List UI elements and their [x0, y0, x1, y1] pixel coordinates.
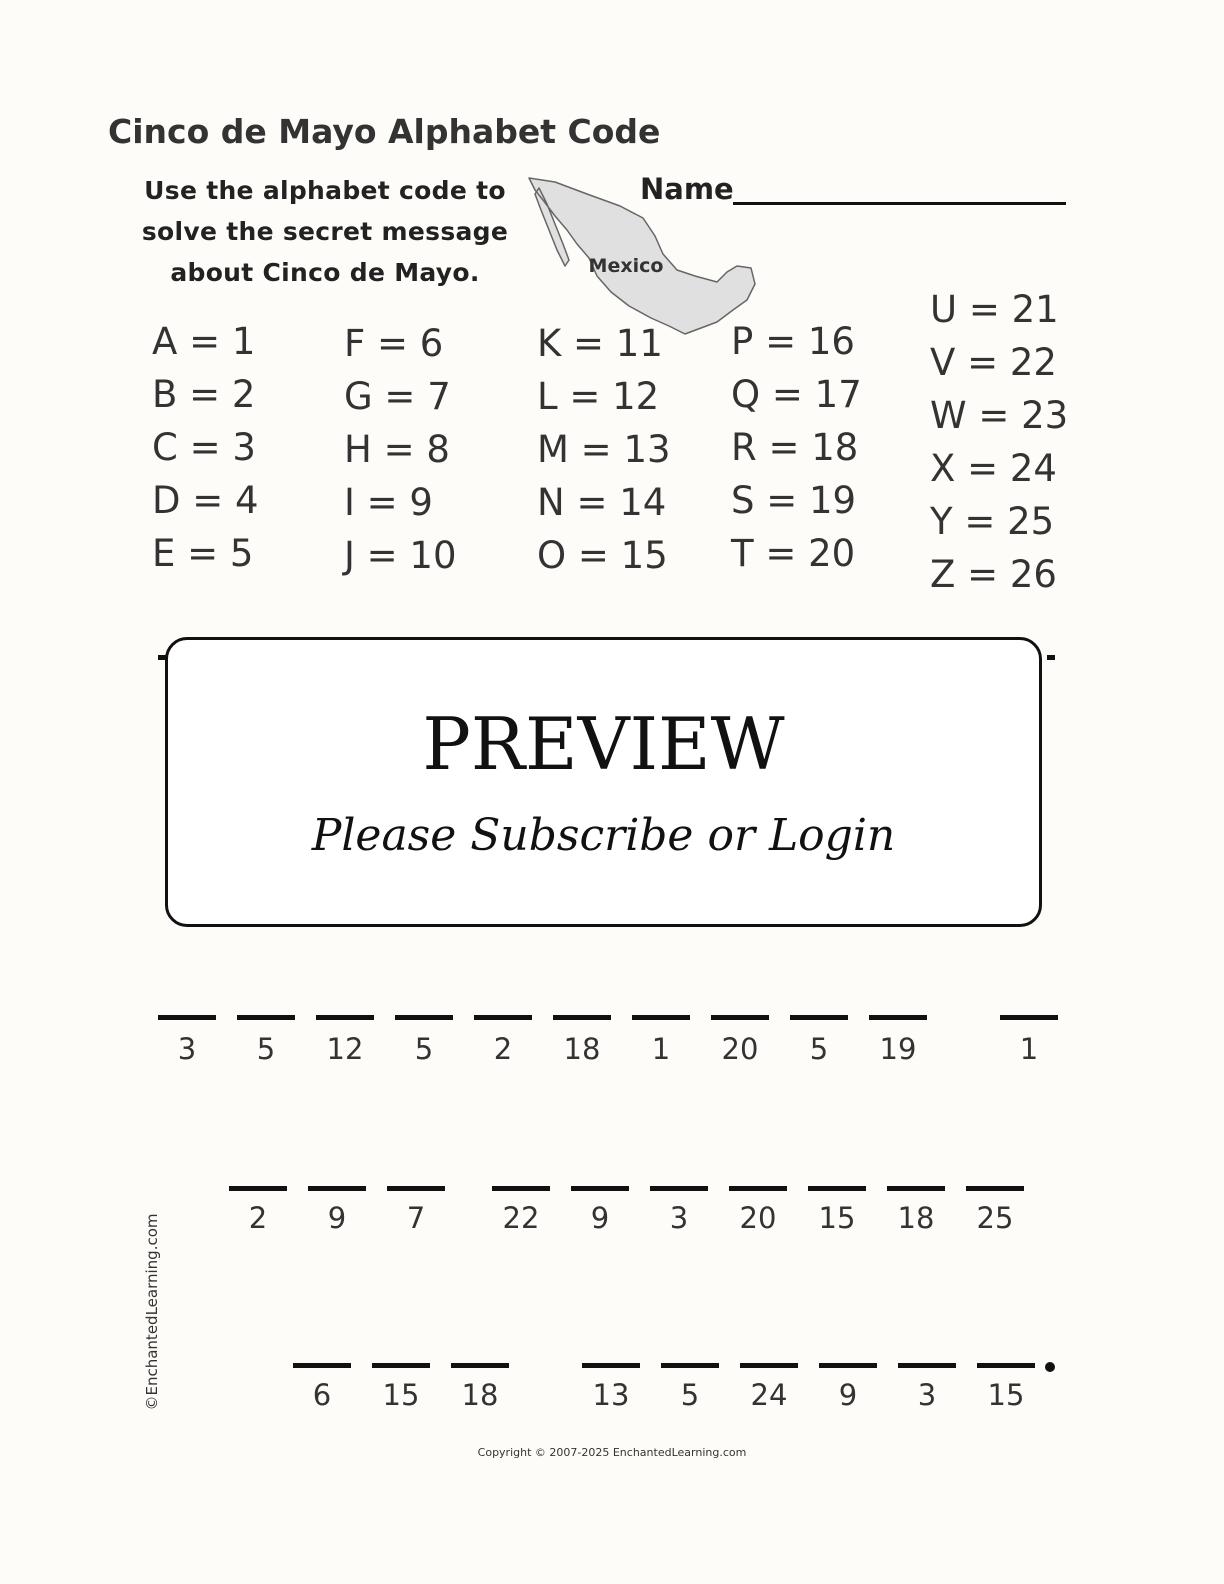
- code-number: 20: [739, 1201, 777, 1235]
- code-number: 3: [177, 1032, 197, 1066]
- answer-blank[interactable]: [790, 1015, 848, 1020]
- code-number: 5: [256, 1032, 276, 1066]
- code-entry: Q = 17: [731, 373, 862, 416]
- answer-blank[interactable]: [372, 1363, 430, 1368]
- code-number: 5: [809, 1032, 829, 1066]
- code-number: 1: [651, 1032, 671, 1066]
- code-number: 2: [493, 1032, 513, 1066]
- answer-blank[interactable]: [898, 1363, 956, 1368]
- code-entry: I = 9: [344, 481, 433, 524]
- code-number: 5: [680, 1378, 700, 1412]
- code-entry: T = 20: [731, 532, 856, 575]
- answer-blank[interactable]: [1000, 1015, 1058, 1020]
- code-entry: P = 16: [731, 320, 855, 363]
- code-entry: F = 6: [344, 322, 444, 365]
- answer-blank[interactable]: [661, 1363, 719, 1368]
- code-number: 13: [592, 1378, 630, 1412]
- code-number: 24: [750, 1378, 788, 1412]
- code-number: 18: [563, 1032, 601, 1066]
- instructions: Use the alphabet code to solve the secret message about Cinco de Mayo.: [141, 176, 509, 287]
- code-number: 5: [414, 1032, 434, 1066]
- code-entry: W = 23: [930, 394, 1069, 437]
- page-title: Cinco de Mayo Alphabet Code: [108, 112, 661, 151]
- code-entry: G = 7: [344, 375, 451, 418]
- code-entry: N = 14: [537, 481, 667, 524]
- code-entry: X = 24: [930, 447, 1057, 490]
- code-number: 2: [248, 1201, 268, 1235]
- preview-overlay[interactable]: [165, 637, 1042, 927]
- name-label: Name: [640, 172, 734, 206]
- code-entry: K = 11: [537, 322, 663, 365]
- code-entry: Y = 25: [930, 500, 1055, 543]
- subscribe-login-link[interactable]: Please Subscribe or Login: [311, 810, 896, 861]
- code-number: 6: [312, 1378, 332, 1412]
- answer-blank[interactable]: [229, 1186, 287, 1191]
- code-number: 3: [669, 1201, 689, 1235]
- code-number: 15: [987, 1378, 1025, 1412]
- answer-blank[interactable]: [887, 1186, 945, 1191]
- code-number: 7: [406, 1201, 426, 1235]
- code-entry: M = 13: [537, 428, 671, 471]
- answer-blank[interactable]: [869, 1015, 927, 1020]
- map-label: Mexico: [588, 255, 664, 277]
- code-entry: D = 4: [152, 479, 259, 522]
- answer-blank[interactable]: [729, 1186, 787, 1191]
- answer-blank[interactable]: [632, 1015, 690, 1020]
- code-entry: L = 12: [537, 375, 660, 418]
- answer-blank[interactable]: [451, 1363, 509, 1368]
- answer-blank[interactable]: [387, 1186, 445, 1191]
- code-entry: E = 5: [152, 532, 254, 575]
- code-number: 1: [1019, 1032, 1039, 1066]
- answer-blank[interactable]: [492, 1186, 550, 1191]
- answer-blank[interactable]: [158, 1015, 216, 1020]
- code-number: 20: [721, 1032, 759, 1066]
- preview-title: PREVIEW: [422, 702, 785, 786]
- box-tick-right: [1047, 655, 1055, 660]
- code-entry: J = 10: [344, 534, 457, 577]
- answer-blank[interactable]: [237, 1015, 295, 1020]
- code-number: 22: [502, 1201, 540, 1235]
- code-number: 9: [590, 1201, 610, 1235]
- answer-blank[interactable]: [808, 1186, 866, 1191]
- code-number: 25: [976, 1201, 1014, 1235]
- answer-blank[interactable]: [293, 1363, 351, 1368]
- code-entry: A = 1: [152, 320, 256, 363]
- code-number: 9: [838, 1378, 858, 1412]
- code-number: 12: [326, 1032, 364, 1066]
- answer-blank[interactable]: [474, 1015, 532, 1020]
- code-number: 18: [897, 1201, 935, 1235]
- answer-blank[interactable]: [571, 1186, 629, 1191]
- answer-blank[interactable]: [308, 1186, 366, 1191]
- code-number: 3: [917, 1378, 937, 1412]
- answer-blank[interactable]: [395, 1015, 453, 1020]
- code-entry: B = 2: [152, 373, 256, 416]
- name-field-line[interactable]: [733, 202, 1066, 205]
- answer-blank[interactable]: [582, 1363, 640, 1368]
- code-entry: C = 3: [152, 426, 256, 469]
- code-entry: U = 21: [930, 288, 1059, 331]
- code-number: 18: [461, 1378, 499, 1412]
- code-entry: O = 15: [537, 534, 668, 577]
- code-entry: Z = 26: [930, 553, 1057, 596]
- period-mark: [1045, 1362, 1055, 1372]
- code-entry: S = 19: [731, 479, 857, 522]
- answer-blank[interactable]: [650, 1186, 708, 1191]
- code-entry: H = 8: [344, 428, 450, 471]
- answer-blank[interactable]: [316, 1015, 374, 1020]
- code-entry: R = 18: [731, 426, 859, 469]
- code-number: 9: [327, 1201, 347, 1235]
- answer-blank[interactable]: [966, 1186, 1024, 1191]
- answer-blank[interactable]: [711, 1015, 769, 1020]
- code-number: 19: [879, 1032, 917, 1066]
- answer-blank[interactable]: [977, 1363, 1035, 1368]
- answer-blank[interactable]: [740, 1363, 798, 1368]
- code-number: 15: [818, 1201, 856, 1235]
- code-entry: V = 22: [930, 341, 1057, 384]
- copyright: Copyright © 2007-2025 EnchantedLearning.com: [477, 1446, 747, 1459]
- answer-blank[interactable]: [553, 1015, 611, 1020]
- code-number: 15: [382, 1378, 420, 1412]
- watermark: ©EnchantedLearning.com: [143, 1213, 161, 1411]
- answer-blank[interactable]: [819, 1363, 877, 1368]
